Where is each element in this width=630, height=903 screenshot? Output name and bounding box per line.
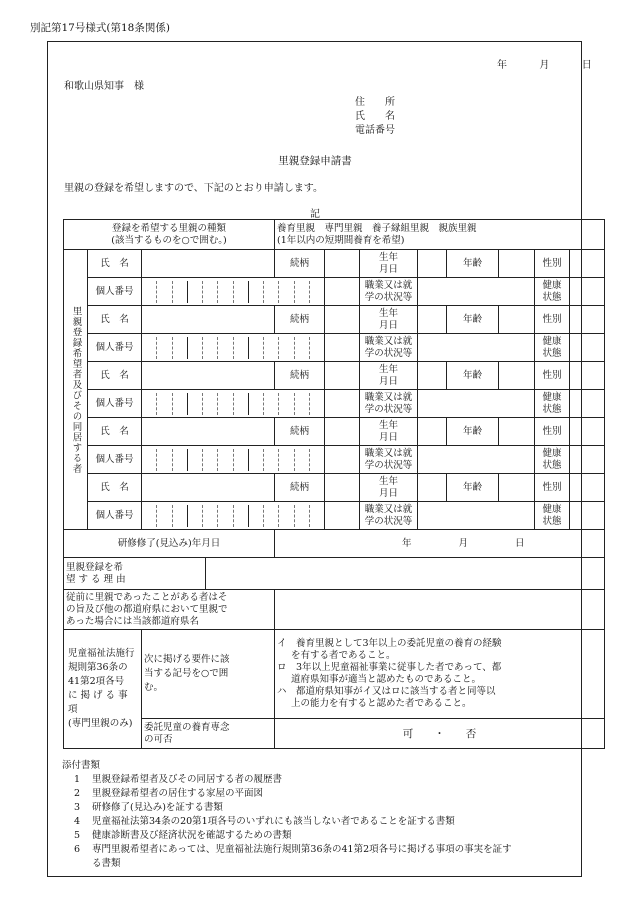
attachment-text: 里親登録希望者及びその同居する者の履歴書 bbox=[92, 774, 283, 785]
type-options[interactable]: 養育里親 専門里親 養子縁組里親 親族里親 bbox=[277, 222, 477, 234]
member-job-field[interactable] bbox=[418, 390, 535, 418]
date-month-label: 月 bbox=[539, 60, 550, 71]
attachment-text: 研修修了(見込み)を証する書類 bbox=[92, 802, 223, 813]
member-relation-field[interactable] bbox=[325, 306, 360, 334]
reason-field[interactable] bbox=[206, 558, 605, 590]
attachment-item bbox=[62, 773, 577, 787]
member-birth-label: 生年 月日 bbox=[360, 474, 418, 502]
training-year: 年 bbox=[402, 537, 412, 549]
member-id-digits[interactable] bbox=[142, 334, 325, 362]
member-health-field[interactable] bbox=[570, 446, 605, 474]
devotion-label: 委託児童の養育専念 の可否 bbox=[142, 719, 275, 749]
member-sex-field[interactable] bbox=[570, 362, 605, 390]
attachment-item bbox=[62, 843, 577, 857]
member-name-label: 氏 名 bbox=[88, 250, 142, 278]
member-name-field[interactable] bbox=[142, 250, 275, 278]
member-id-label: 個人番号 bbox=[88, 502, 142, 530]
member-job-field[interactable] bbox=[418, 278, 535, 306]
member-relation-field[interactable] bbox=[325, 362, 360, 390]
member-health-field[interactable] bbox=[570, 334, 605, 362]
member-relation-label: 続柄 bbox=[275, 250, 325, 278]
address-label: 住 所 bbox=[355, 97, 395, 108]
member-sex-field[interactable] bbox=[570, 418, 605, 446]
member-relation-label: 続柄 bbox=[275, 418, 325, 446]
attachments-heading: 添付書類 bbox=[62, 760, 101, 771]
type-label-line1: 登録を希望する里親の種類 bbox=[112, 222, 227, 234]
application-table bbox=[63, 219, 605, 749]
member-name-field[interactable] bbox=[142, 362, 275, 390]
short-term-option[interactable]: (1年以内の短期間養育を希望) bbox=[277, 234, 405, 246]
member-id-digits[interactable] bbox=[142, 446, 325, 474]
training-day: 日 bbox=[515, 537, 525, 549]
member-age-label: 年齢 bbox=[447, 250, 499, 278]
attachment-number: 3 bbox=[73, 802, 81, 813]
member-health-field[interactable] bbox=[570, 278, 605, 306]
member-birth-field[interactable] bbox=[418, 306, 447, 334]
attachment-item bbox=[62, 801, 577, 815]
attachment-text: る書類 bbox=[92, 858, 121, 869]
attachment-item bbox=[62, 787, 577, 801]
phone-label: 電話番号 bbox=[355, 125, 395, 136]
applicant-block bbox=[355, 96, 395, 138]
member-sex-label: 性別 bbox=[535, 474, 570, 502]
member-job-field[interactable] bbox=[418, 502, 535, 530]
attachment-number bbox=[62, 857, 92, 871]
type-label-cell bbox=[64, 220, 275, 250]
member-id-digits[interactable] bbox=[142, 502, 325, 530]
member-id-label: 個人番号 bbox=[88, 446, 142, 474]
member-relation-label: 続柄 bbox=[275, 474, 325, 502]
members-side-label: 里親登録希望者及びその同居する者 bbox=[64, 250, 88, 530]
prior-label: 従前に里親であったことがある者はそ の旨及び他の都道府県において里親で あった場合には当該都道府県名 bbox=[64, 590, 275, 630]
requirement-ro[interactable]: ロ 3年以上児童福祉事業に従事した者であって、都 道府県知事が適当と認めたものであること。 bbox=[277, 662, 502, 685]
member-age-field[interactable] bbox=[499, 474, 535, 502]
member-age-label: 年齢 bbox=[447, 474, 499, 502]
member-birth-label: 生年 月日 bbox=[360, 362, 418, 390]
member-age-field[interactable] bbox=[499, 306, 535, 334]
member-id-label: 個人番号 bbox=[88, 390, 142, 418]
record-mark: 記 bbox=[310, 209, 320, 220]
requirement-i[interactable]: イ 養育里親として3年以上の委託児童の養育の経験 を有する者であること。 bbox=[277, 638, 502, 661]
member-job-label: 職業又は就 学の状況等 bbox=[360, 390, 418, 418]
member-birth-label: 生年 月日 bbox=[360, 418, 418, 446]
member-health-label: 健康 状態 bbox=[535, 502, 570, 530]
member-name-label: 氏 名 bbox=[88, 306, 142, 334]
date-year-label: 年 bbox=[497, 60, 507, 71]
member-health-field[interactable] bbox=[570, 502, 605, 530]
member-job-label: 職業又は就 学の状況等 bbox=[360, 278, 418, 306]
member-sex-field[interactable] bbox=[570, 306, 605, 334]
addressee: 和歌山県知事 様 bbox=[64, 81, 144, 92]
training-date-field[interactable] bbox=[275, 530, 605, 558]
attachment-item bbox=[62, 815, 577, 829]
application-date bbox=[497, 56, 592, 71]
member-name-field[interactable] bbox=[142, 306, 275, 334]
member-id-spare bbox=[325, 334, 360, 362]
attachment-item bbox=[62, 829, 577, 843]
member-relation-field[interactable] bbox=[325, 250, 360, 278]
member-job-field[interactable] bbox=[418, 446, 535, 474]
member-age-field[interactable] bbox=[499, 418, 535, 446]
member-id-digits[interactable] bbox=[142, 390, 325, 418]
reason-label: 里親登録を希 望 す る 理 由 bbox=[64, 558, 206, 590]
member-birth-field[interactable] bbox=[418, 362, 447, 390]
attachment-number: 4 bbox=[73, 816, 81, 827]
member-name-label: 氏 名 bbox=[88, 362, 142, 390]
attachment-text: 児童福祉法第34条の20第1項各号のいずれにも該当しない者であることを証する書類 bbox=[92, 816, 455, 827]
intro-sentence: 里親の登録を希望しますので、下記のとおり申請します。 bbox=[64, 183, 323, 194]
member-sex-label: 性別 bbox=[535, 418, 570, 446]
member-sex-field[interactable] bbox=[570, 250, 605, 278]
member-id-label: 個人番号 bbox=[88, 278, 142, 306]
member-id-spare bbox=[325, 502, 360, 530]
member-id-label: 個人番号 bbox=[88, 334, 142, 362]
member-name-label: 氏 名 bbox=[88, 418, 142, 446]
member-sex-label: 性別 bbox=[535, 306, 570, 334]
date-day-label: 日 bbox=[581, 60, 592, 71]
member-age-label: 年齢 bbox=[447, 418, 499, 446]
member-age-field[interactable] bbox=[499, 362, 535, 390]
type-label-line2: (該当するものを○で囲む。) bbox=[111, 234, 227, 246]
special-instruction: 次に掲げる要件に該 当する記号を○で囲 む。 bbox=[142, 630, 275, 719]
member-id-spare bbox=[325, 278, 360, 306]
member-health-field[interactable] bbox=[570, 390, 605, 418]
member-id-spare bbox=[325, 390, 360, 418]
attachment-text: 専門里親希望者にあっては、児童福祉法施行規則第36条の41第2項各号に掲げる事項の事実を証す bbox=[92, 844, 512, 855]
member-health-label: 健康 状態 bbox=[535, 390, 570, 418]
name-label: 氏 名 bbox=[355, 111, 395, 122]
member-age-label: 年齢 bbox=[447, 306, 499, 334]
member-name-label: 氏 名 bbox=[88, 474, 142, 502]
member-job-label: 職業又は就 学の状況等 bbox=[360, 502, 418, 530]
attachment-item bbox=[62, 857, 577, 871]
attachment-text: 健康診断書及び経済状況を確認するための書類 bbox=[92, 830, 292, 841]
member-birth-label: 生年 月日 bbox=[360, 306, 418, 334]
prior-field[interactable] bbox=[275, 590, 605, 630]
member-birth-label: 生年 月日 bbox=[360, 250, 418, 278]
form-number: 別記第17号様式(第18条関係) bbox=[30, 22, 170, 34]
member-id-spare bbox=[325, 446, 360, 474]
member-id-digits[interactable] bbox=[142, 278, 325, 306]
member-health-label: 健康 状態 bbox=[535, 278, 570, 306]
requirements-cell[interactable] bbox=[275, 630, 605, 719]
attachment-number: 5 bbox=[73, 830, 81, 841]
member-health-label: 健康 状態 bbox=[535, 334, 570, 362]
member-job-label: 職業又は就 学の状況等 bbox=[360, 446, 418, 474]
type-options-cell[interactable] bbox=[275, 220, 605, 250]
member-name-field[interactable] bbox=[142, 418, 275, 446]
member-relation-field[interactable] bbox=[325, 474, 360, 502]
member-relation-label: 続柄 bbox=[275, 362, 325, 390]
training-label: 研修修了(見込み)年月日 bbox=[64, 530, 275, 558]
training-month: 月 bbox=[458, 537, 469, 549]
member-birth-field[interactable] bbox=[418, 250, 447, 278]
attachment-number: 1 bbox=[73, 774, 81, 785]
attachment-text: 里親登録希望者の居住する家屋の平面図 bbox=[92, 788, 264, 799]
member-job-field[interactable] bbox=[418, 334, 535, 362]
member-sex-label: 性別 bbox=[535, 362, 570, 390]
member-birth-field[interactable] bbox=[418, 474, 447, 502]
member-age-field[interactable] bbox=[499, 250, 535, 278]
attachment-number: 2 bbox=[73, 788, 81, 799]
member-relation-field[interactable] bbox=[325, 418, 360, 446]
special-label: 児童福祉法施行 規則第36条の 41第2項各号 に 掲 げ る 事 項 (専門里親のみ) bbox=[64, 630, 142, 749]
devotion-options[interactable]: 可 ・ 否 bbox=[275, 719, 605, 749]
member-health-label: 健康 状態 bbox=[535, 446, 570, 474]
member-job-label: 職業又は就 学の状況等 bbox=[360, 334, 418, 362]
requirement-ha[interactable]: ハ 都道府県知事がイ又はロに該当する者と同等以 上の能力を有すると認めた者であること。 bbox=[277, 686, 496, 709]
document-title: 里親登録申請書 bbox=[278, 155, 352, 167]
attachments-list bbox=[62, 759, 577, 871]
member-sex-label: 性別 bbox=[535, 250, 570, 278]
attachment-number: 6 bbox=[73, 844, 81, 855]
member-name-field[interactable] bbox=[142, 474, 275, 502]
member-birth-field[interactable] bbox=[418, 418, 447, 446]
member-relation-label: 続柄 bbox=[275, 306, 325, 334]
member-age-label: 年齢 bbox=[447, 362, 499, 390]
member-sex-field[interactable] bbox=[570, 474, 605, 502]
